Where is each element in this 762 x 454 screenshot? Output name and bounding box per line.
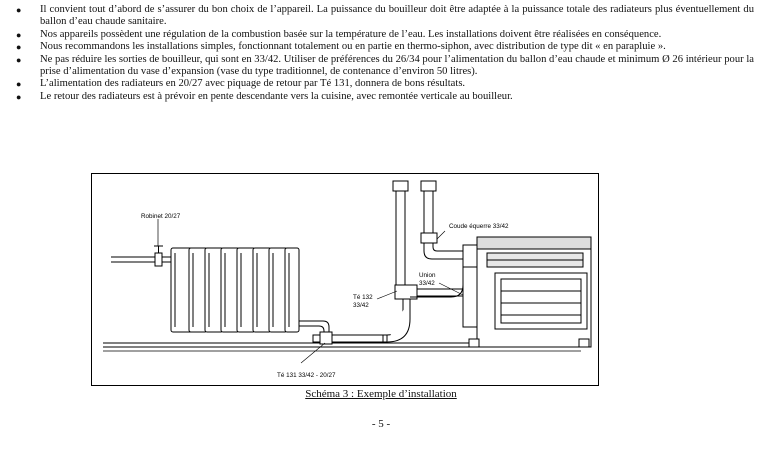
label-union: Union: [419, 272, 436, 279]
installation-diagram: [91, 173, 599, 386]
bullet-item: [14, 54, 754, 79]
stove-boiler: [463, 237, 591, 347]
bullet-item: [14, 4, 754, 29]
bullet-text: L’alimentation des radiateurs en 20/27 avec piquage de retour par Té 131, donnera de bons résultats.: [40, 78, 466, 90]
label-te-132: Té 132: [353, 294, 373, 301]
label-te-132-size: 33/42: [353, 302, 369, 309]
radiator: [171, 248, 299, 332]
bullet-dot-icon: ●: [16, 29, 22, 40]
label-coude-equerre: Coude équerre 33/42: [449, 223, 509, 230]
figure-caption: [0, 388, 762, 400]
caption-text: Schéma 3 : Exemple d’installation: [305, 388, 457, 400]
bullet-list: [14, 4, 754, 103]
bullet-dot-icon: ●: [16, 91, 22, 102]
page-number: - 5 -: [371, 418, 391, 430]
bullet-dot-icon: ●: [16, 79, 22, 90]
bullet-dot-icon: ●: [16, 54, 22, 65]
bullet-text: Il convient tout d’abord de s’assurer du bon choix de l’appareil. La puissance du bouilleur doit être adaptée à la puissance totale des radiateurs plus éventuellement du ballon d’eau chaude sanitaire.: [40, 4, 754, 28]
label-te-131: Té 131 33/42 - 20/27: [277, 372, 336, 379]
label-union-size: 33/42: [419, 280, 435, 287]
bullet-dot-icon: ●: [16, 5, 22, 15]
bullet-item: [14, 29, 754, 41]
bullet-item: [14, 41, 754, 53]
bullet-item: [14, 91, 754, 103]
bullet-text: Nous recommandons les installations simples, fonctionnant totalement ou en partie en thermo-siphon, avec distribution de type dit « en parapluie ».: [40, 41, 666, 53]
bullet-text: Nos appareils possèdent une régulation de la combustion basée sur la température de l’eau. Les installations doivent être réalisées en conséquence.: [40, 28, 662, 40]
bullet-text: Le retour des radiateurs est à prévoir en pente descendante vers la cuisine, avec remontée verticale au bouilleur.: [40, 90, 513, 102]
bullet-item: [14, 78, 754, 90]
label-robinet: Robinet 20/27: [141, 213, 181, 220]
bullet-dot-icon: ●: [16, 42, 22, 53]
bullet-text: Ne pas réduire les sorties de bouilleur, qui sont en 33/42. Utiliser de préférences du 26/34 pour l’alimentation du ballon d’eau chaude et minimum Ø 26 intérieur pour la prise d’alimentation du vase d’expansion (vase du type traditionnel, de contenance d’environ 50 litres).: [40, 53, 754, 78]
